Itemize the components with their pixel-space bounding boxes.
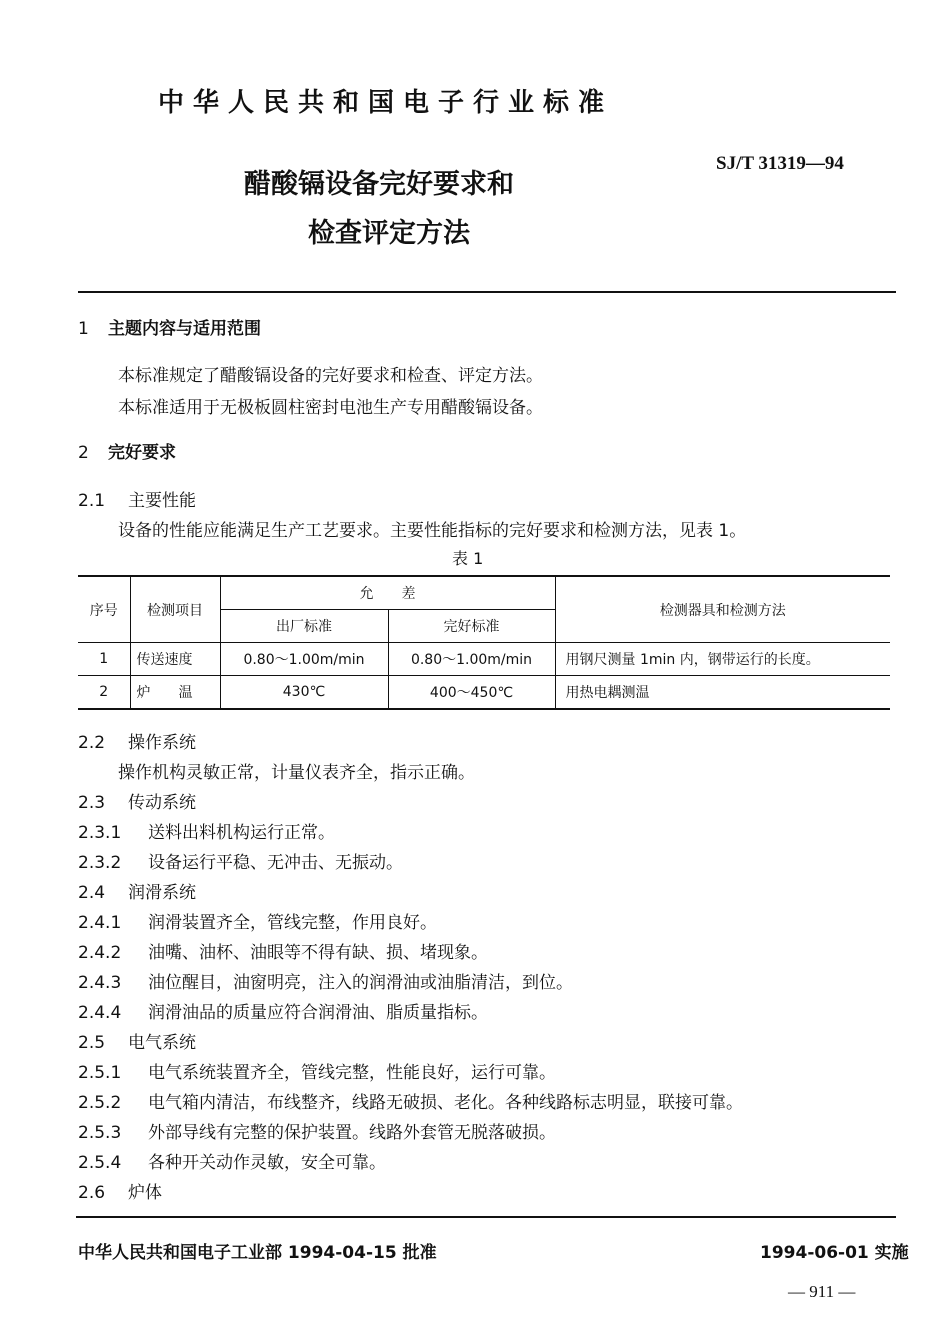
item-number: 2.5.3 [78, 1123, 122, 1143]
item-number: 2.4 [78, 883, 106, 903]
item-text: 操作机构灵敏正常，计量仪表齐全，指示正确。 [118, 763, 475, 783]
item-text: 炉体 [128, 1183, 162, 1203]
section-2-1-paragraph: 设备的性能应能满足生产工艺要求。主要性能指标的完好要求和检测方法，见表 1。 [118, 521, 747, 541]
section-1-paragraph-1: 本标准规定了醋酸镉设备的完好要求和检查、评定方法。 [118, 366, 543, 386]
cell-seq: 1 [78, 643, 130, 676]
item-number: 2.3 [78, 793, 106, 813]
cell-item: 传送速度 [130, 643, 220, 676]
item-number: 2.5 [78, 1033, 106, 1053]
item-text: 外部导线有完整的保护装置。线路外套管无脱落破损。 [148, 1123, 556, 1143]
section-2-1-title: 主要性能 [128, 491, 196, 511]
list-item [78, 1028, 196, 1053]
table-header-row [78, 576, 890, 610]
cell-seq: 2 [78, 676, 130, 710]
table-caption: 表 1 [452, 549, 484, 568]
item-text: 润滑装置齐全，管线完整，作用良好。 [148, 913, 437, 933]
item-number: 2.4.3 [78, 973, 122, 993]
list-item [78, 848, 403, 873]
standard-code: SJ/T 31319—94 [716, 153, 844, 174]
item-text: 设备运行平稳、无冲击、无振动。 [148, 853, 403, 873]
list-item [78, 998, 488, 1023]
list-item [78, 1088, 743, 1113]
item-number: 2.5.2 [78, 1093, 122, 1113]
section-2-title: 完好要求 [108, 443, 176, 463]
item-text: 操作系统 [128, 733, 196, 753]
list-item [78, 968, 573, 993]
list-item [118, 758, 475, 783]
section-2-heading [78, 438, 176, 463]
item-number: 2.5.4 [78, 1153, 122, 1173]
section-1-title: 主题内容与适用范围 [108, 319, 261, 339]
bottom-rule [76, 1216, 896, 1218]
item-text: 润滑系统 [128, 883, 196, 903]
item-text: 润滑油品的质量应符合润滑油、脂质量指标。 [148, 1003, 488, 1023]
cell-item: 炉 温 [130, 676, 220, 710]
item-number: 2.2 [78, 733, 106, 753]
list-item [78, 728, 196, 753]
list-item [78, 1058, 556, 1083]
cell-good: 400～450℃ [388, 676, 555, 710]
item-text: 送料出料机构运行正常。 [148, 823, 335, 843]
list-item [78, 818, 335, 843]
document-title-line2: 检查评定方法 [308, 218, 470, 249]
section-2-1-heading [78, 486, 196, 511]
list-item [78, 788, 196, 813]
item-text: 油位醒目，油窗明亮，注入的润滑油或油脂清洁，到位。 [148, 973, 573, 993]
item-number: 2.5.1 [78, 1063, 122, 1083]
item-text: 电气箱内清洁，布线整齐，线路无破损、老化。各种线路标志明显，联接可靠。 [148, 1093, 743, 1113]
item-number: 2.3.2 [78, 853, 122, 873]
table-row [78, 676, 890, 710]
cell-method: 用钢尺测量 1min 内，钢带运行的长度。 [555, 643, 890, 676]
item-text: 传动系统 [128, 793, 196, 813]
item-text: 电气系统 [128, 1033, 196, 1053]
item-text: 油嘴、油杯、油眼等不得有缺、损、堵现象。 [148, 943, 488, 963]
header-good: 完好标准 [388, 610, 555, 643]
header-item: 检测项目 [130, 576, 220, 643]
item-number: 2.4.1 [78, 913, 122, 933]
cell-good: 0.80～1.00m/min [388, 643, 555, 676]
implementation-date: 1994-06-01 实施 [760, 1243, 909, 1263]
cell-method: 用热电耦测温 [555, 676, 890, 710]
document-title-line1: 醋酸镉设备完好要求和 [244, 169, 514, 200]
section-1-number: 1 [78, 319, 89, 339]
approval-line: 中华人民共和国电子工业部 1994-04-15 批准 [78, 1243, 437, 1263]
item-number: 2.6 [78, 1183, 106, 1203]
header-factory: 出厂标准 [220, 610, 388, 643]
list-item [78, 1118, 556, 1143]
section-1-paragraph-2: 本标准适用于无极板圆柱密封电池生产专用醋酸镉设备。 [118, 398, 543, 418]
item-number: 2.4.4 [78, 1003, 122, 1023]
cell-factory: 0.80～1.00m/min [220, 643, 388, 676]
section-1-heading [78, 314, 261, 339]
header-method: 检测器具和检测方法 [555, 576, 890, 643]
section-2-1-number: 2.1 [78, 491, 106, 511]
table-row [78, 643, 890, 676]
list-item [78, 938, 488, 963]
list-item [78, 1178, 162, 1203]
top-rule [78, 291, 896, 293]
item-text: 各种开关动作灵敏，安全可靠。 [148, 1153, 386, 1173]
item-number: 2.3.1 [78, 823, 122, 843]
publisher-title: 中华人民共和国电子行业标准 [158, 88, 614, 118]
item-text: 电气系统装置齐全，管线完整，性能良好，运行可靠。 [148, 1063, 556, 1083]
cell-factory: 430℃ [220, 676, 388, 710]
spec-table [78, 575, 890, 710]
header-seq: 序号 [78, 576, 130, 643]
list-item [78, 908, 437, 933]
item-number: 2.4.2 [78, 943, 122, 963]
list-item [78, 878, 196, 903]
header-tolerance: 允 差 [220, 576, 555, 610]
section-2-number: 2 [78, 443, 89, 463]
page-number: — 911 — [788, 1282, 856, 1301]
list-item [78, 1148, 386, 1173]
